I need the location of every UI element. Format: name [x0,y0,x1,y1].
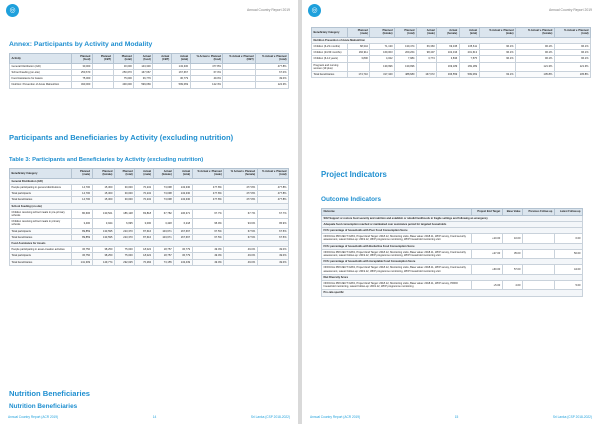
table-cell: 18,022 [135,247,153,253]
table-cell: 477.8% [224,184,257,190]
table-cell: 169,003 [370,50,395,56]
outcome-value: 57.00 [502,265,522,274]
table-cell: 67.5% [257,234,288,240]
outcome-row [322,249,583,258]
section-label: FCS: percentage of households with Borderline Food Consumption Score [322,243,583,249]
table-cell: Children (24-59 months) [312,50,348,56]
outcome-value: ≥60.00 [472,265,503,274]
table-cell: 73,155 [153,259,174,265]
table-cell: 87,616 [135,228,153,234]
right-header-text: Annual Country Report 2019 [549,8,592,12]
column-header: Planned (total) [395,28,417,38]
table-cell: 3,400 [72,219,93,228]
section-row [322,290,583,296]
section-label: Adequate food consumption reached or maintained over assistance period for targeted households [322,221,583,227]
annex-table [9,53,289,89]
table-cell: 477.8% [224,191,257,197]
table-row [312,62,591,71]
outcome-value: ≥5.00 [472,281,503,290]
column-header: Actual (male) [135,169,153,179]
table-cell: 49.0% [257,247,288,253]
right-footer-right: Sri Lanka (CSP 2018-2022) [552,415,592,419]
participants-table [9,168,289,266]
table-cell: 14,700 [72,184,93,190]
table-cell: Total beneficiaries [10,234,72,240]
table-cell: 49.0% [257,259,288,265]
table-cell: 477.8% [256,63,289,69]
table-cell: 133,595 [92,228,114,234]
table-cell: 49.0% [224,253,257,259]
table-cell: 18,757 [153,253,174,259]
table-cell: 103,671 [153,234,174,240]
table-cell [348,62,370,71]
table-cell: 477.8% [192,191,224,197]
column-header: Actual (female) [437,28,460,38]
table-cell: 105.8% [554,72,590,78]
table-cell: 67.5% [257,228,288,234]
table-cell: 93.6% [224,219,257,228]
column-header: % Actual v. Planned (female) [516,28,555,38]
outcome-indicators-heading: Outcome Indicators [321,196,382,203]
table-cell: 130,521 [92,209,114,218]
table-cell: 49.0% [190,76,223,82]
table-cell: Children receiving school meals in pre-primary schools [10,209,72,218]
table-cell: 96.1% [479,43,516,49]
column-header: Actual (female) [153,169,174,179]
table-cell: 250,670 [72,69,93,75]
table-cell: 14,700 [72,191,93,197]
table-cell: 167,667 [174,228,192,234]
table-cell: 105.8% [516,72,555,78]
table-cell: 599,069 [134,82,153,88]
table-cell: 3,836 [437,56,460,62]
outcome-value [522,281,554,290]
table-cell: 477.8% [190,63,223,69]
right-footer-left: Annual Country Report (ACR 2019) [310,415,361,419]
table-cell: 38,250 [92,253,114,259]
table-cell: 136,371 [174,209,192,218]
table-cell: 143,330 [174,184,192,190]
outcome-row [322,234,583,243]
column-header: Planned (total) [114,169,134,179]
table-cell: General Distribution (GD) [10,63,72,69]
right-footer-page: 15 [454,415,459,419]
section-label: Diet Diversity Score [322,274,583,280]
table-cell: 167,672 [416,72,436,78]
section-label: Food Assistance for Assets [10,241,289,247]
table-cell: 67.7% [224,209,257,218]
table-cell: 49.0% [192,259,224,265]
table-cell: 75,000 [114,253,134,259]
column-header: % Actual v. Planned (total) [257,169,288,179]
table-cell: 169,189 [437,62,460,71]
table-cell: 3,000 [135,219,153,228]
table-cell: 143,439 [174,259,192,265]
outcome-value [522,265,554,274]
outcome-value [522,234,554,243]
table-cell: 70,284 [135,259,153,265]
table-cell: Total participants [10,191,72,197]
table-cell: 143,330 [174,191,192,197]
table-cell: 67.7% [192,209,224,218]
table-header-row [10,54,289,64]
table-cell: 30,000 [114,197,134,203]
table-cell: 69,345 [437,43,460,49]
table-cell: 139,996 [395,62,417,71]
left-footer-left: Annual Country Report (ACR 2019) [8,415,59,419]
table-cell: 167,667 [171,69,190,75]
table-cell: 73,098 [153,191,174,197]
table-cell: 15,300 [92,197,114,203]
table-cell: 93.1% [479,72,516,78]
column-header: Project End Target [472,209,503,216]
table-cell: 89,859 [72,234,93,240]
table-cell: 96.1% [516,56,555,62]
left-footer [8,415,290,419]
table-cell [223,82,256,88]
table-row [10,219,289,228]
table-cell: Children (6-14 years) [312,56,348,62]
table-cell: 70,232 [135,184,153,190]
table-cell: 49.0% [256,76,289,82]
column-header: Planned (CBT) [92,54,113,64]
table-cell: 7,575 [459,56,479,62]
table-cell: 186,128 [114,209,134,218]
outcome-value [522,249,554,258]
table-cell: 169,189 [459,62,479,71]
table-cell: 135,611 [459,43,479,49]
column-header: % Actual v. Planned (food) [190,54,223,64]
column-header: Planned (male) [348,28,370,38]
table-cell: 67.5% [224,228,257,234]
table-cell: 3,774 [416,56,436,62]
table-cell: 7,984 [395,56,417,62]
table-cell: 143,330 [134,63,153,69]
table-cell: 96.1% [516,43,555,49]
table-cell: 143,330 [171,63,190,69]
nutrition-heading: Nutrition Beneficiaries [9,389,91,398]
table-cell [92,82,113,88]
table-cell: 68,344 [348,43,370,49]
outcome-value: 10.00 [502,234,522,243]
table-cell: Total participants [10,228,72,234]
left-footer-right: Sri Lanka (CSP 2018-2022) [250,415,290,419]
table-cell: 292,025 [114,259,134,265]
table-cell: 30,000 [114,191,134,197]
table-cell: 36,779 [171,76,190,82]
table-cell [153,82,171,88]
table-cell: 73,098 [153,184,174,190]
table-cell: Nutrition: Prevention of Acute Malnutrition [10,82,72,88]
table-header-row [322,209,583,216]
table-cell: 336,559 [437,72,460,78]
left-footer-page: 14 [152,415,157,419]
table-cell: 6,695 [114,219,134,228]
table-cell: Pregnant and nursing women (19 plus) [312,62,348,71]
table-cell: 201,613 [459,50,479,56]
table-cell: 66,360 [416,43,436,49]
table-cell: Children receiving school meals in primary schools [10,219,72,228]
column-header: % Actual v. Planned (CBT) [223,54,256,64]
table-cell: 490,000 [72,82,93,88]
column-header: Planned (female) [370,28,395,38]
table-cell: 89,859 [72,228,93,234]
right-footer [310,415,592,419]
table-cell [479,62,516,71]
column-header: Planned (total) [113,54,134,64]
table-cell: 49.0% [224,259,257,265]
table-cell: Children (6-23 months) [312,43,348,49]
table-cell: 49.0% [224,247,257,253]
outcome-value: ≤10.00 [472,234,503,243]
table-cell: 75,000 [113,76,134,82]
wfp-logo-icon: ◎ [308,4,321,17]
outcome-value: ≤27.00 [472,249,503,258]
table-cell: 36,750 [72,253,93,259]
column-header: Outcome [322,209,472,216]
table-cell: 70,232 [135,197,153,203]
table-cell: 477.8% [257,191,288,197]
table-cell: 477.8% [192,197,224,203]
table-cell: 3,944 [92,219,114,228]
table-cell: 71,130 [370,43,395,49]
table-cell: 160,911 [348,50,370,56]
column-header: Actual (male) [416,28,436,38]
table-cell: 121.3% [516,62,555,71]
table-cell: 96.1% [554,56,590,62]
table-cell: 96.1% [479,50,516,56]
outcome-value: 4.60 [502,281,522,290]
table-cell: 122.3% [256,82,289,88]
table-cell: 209,264 [395,50,417,56]
table-cell: Total beneficiaries [10,197,72,203]
outcome-description: OFFICIAL PROJECT DATA, Project End Target: 2018.12, Monitoring visits, Base value: 2018.11, WFP survey, Food security assessment, Latest Follow-up: 2019.12, WFP programme monitoring, WFP household monitoring visit [322,234,472,243]
column-header: Beneficiary Category [312,28,348,38]
section-label: SO2 Support or restore food security and nutrition and establish or rebuild livelihoods in fragile settings and following an emergency [322,215,583,221]
table-cell: 167,667 [174,234,192,240]
table-cell: 490,000 [113,82,134,88]
table-cell: 488,680 [395,72,417,78]
section-label: FCS: percentage of households with Poor Food Consumption Score [322,227,583,233]
table-cell: Total participants [10,253,72,259]
section-label: FCS: percentage of households with Acceptable Food Consumption Score [322,259,583,265]
table-cell: Total beneficiaries [312,72,348,78]
table-cell: 477.8% [224,197,257,203]
table-cell: School Feeding (on-site) [10,69,72,75]
nutrition-table [311,27,591,78]
table-cell: 102,016 [437,50,460,56]
participants-heading: Participants and Beneficiaries by Activity (excluding nutrition) [9,133,234,142]
table-cell: 143,330 [174,197,192,203]
table-cell: 73,098 [153,197,174,203]
table-cell: 18,757 [153,247,174,253]
table-row [10,209,289,218]
table-cell: 477.8% [257,197,288,203]
column-header: Actual (food) [134,54,153,64]
table-cell: 67.0% [256,69,289,75]
section-label: Pro-rata specific [322,290,583,296]
table-cell: 38,250 [92,247,114,253]
table-cell: 477.8% [257,184,288,190]
table-cell: 36,779 [134,76,153,82]
table-cell: 67.5% [224,234,257,240]
table-cell: 477.8% [192,184,224,190]
column-header: % Actual v. Planned (total) [554,28,590,38]
outcome-value: 0.00 [554,234,582,243]
table-cell: Food Assistance for Assets [10,76,72,82]
table-cell: 30,000 [72,63,93,69]
table-cell: 30,000 [113,63,134,69]
outcome-value: 5.00 [554,281,582,290]
table-cell: People participating in general distributions [10,184,72,190]
table3-title: Table 3: Participants and Beneficiaries by Activity (excluding nutrition) [9,157,204,163]
table-cell: 6,218 [174,219,192,228]
table-cell [416,62,436,71]
table-cell: 599,069 [459,72,479,78]
table-cell: 75,000 [114,247,134,253]
column-header: Planned (female) [92,169,114,179]
table-row [10,259,289,265]
table-cell: People participating in asset-creation activities [10,247,72,253]
table-header-row [312,28,591,38]
project-indicators-heading: Project Indicators [321,170,387,179]
table-cell: 75,000 [72,76,93,82]
table-cell: 149,774 [92,259,114,265]
outcome-value: 35.00 [502,249,522,258]
table-cell: 96.1% [554,43,590,49]
table-cell: 96.1% [479,56,516,62]
table-cell: 36,750 [72,247,93,253]
outcome-row [322,281,583,290]
table-cell: 30,000 [114,184,134,190]
table-cell: 18,022 [135,253,153,259]
left-page [0,0,298,424]
column-header: Base Value [502,209,522,216]
table-cell: 174,710 [348,72,370,78]
table-cell: 121.3% [554,62,590,71]
table-cell: 95.9% [257,219,288,228]
table-cell: 3,428 [153,219,174,228]
column-header: % Actual v. Planned (female) [224,169,257,179]
left-header-text: Annual Country Report 2019 [247,8,290,12]
table-cell: 14,700 [72,197,93,203]
table-cell: 223,370 [114,234,134,240]
table-cell: 36,779 [174,247,192,253]
table-cell: 3,800 [348,56,370,62]
table-cell: 96.1% [554,50,590,56]
table-row [10,82,289,88]
table-cell: 95.9% [192,219,224,228]
column-header: Actual (total) [171,54,190,64]
column-header: Planned (male) [72,169,93,179]
table-cell: 4,022 [370,56,395,62]
table-cell: 317,340 [370,72,395,78]
table-cell: 67.7% [257,209,288,218]
table-cell: 139,474 [395,43,417,49]
outcome-indicators-table [321,208,583,297]
column-header: Planned (food) [72,54,93,64]
table-cell: 67.5% [192,234,224,240]
table-cell: 67.0% [190,69,223,75]
table-cell: 49.0% [192,253,224,259]
table-cell: 83,818 [135,209,153,218]
table-cell: 70,232 [135,191,153,197]
outcome-value: 44.00 [554,265,582,274]
table-cell: 49.0% [192,247,224,253]
nutrition-subheading: Nutrition Beneficiaries [9,403,78,410]
outcome-row [322,265,583,274]
table-cell: 167,667 [134,69,153,75]
table-cell: 15,300 [92,184,114,190]
column-header: Actual (total) [459,28,479,38]
table-cell: 250,670 [113,69,134,75]
table-cell: 139,996 [370,62,395,71]
table-cell: 87,616 [135,234,153,240]
table-header-row [10,169,289,179]
table-cell: 122.3% [190,82,223,88]
table-cell: Total beneficiaries [10,259,72,265]
column-header: % Actual v. Planned (male) [479,28,516,38]
annex-title: Annex: Participants by Activity and Modality [9,41,153,48]
outcome-value: 50.00 [554,249,582,258]
table-cell: 133,595 [92,234,114,240]
table-cell: 15,300 [92,191,114,197]
section-label: School Feeding (on-site) [10,203,289,209]
column-header: % Actual v. Planned (male) [192,169,224,179]
column-header: Actual (CBT) [153,54,171,64]
outcome-description: OFFICIAL PROJECT DATA, Project End Target: 2018.12, Monitoring visits, Base value: 2018.11, WFP survey, Food security assessment, Latest Follow-up: 2019.12, WFP programme monitoring, WFP household monitoring visit [322,249,472,258]
table-cell: 103,671 [153,228,174,234]
table-cell: 98,407 [416,50,436,56]
column-header: Latest Follow-up [554,209,582,216]
table-cell: 67,782 [153,209,174,218]
table-cell: 49.0% [257,253,288,259]
table-cell: 223,370 [114,228,134,234]
table-cell: 80,606 [72,209,93,218]
table-cell: 36,779 [174,253,192,259]
section-label: General Distribution (GD) [10,178,289,184]
column-header: Beneficiary Category [10,169,72,179]
table-cell: 96.1% [516,50,555,56]
column-header: % Actual v. Planned (total) [256,54,289,64]
wfp-logo-icon: ◎ [6,4,19,17]
right-page [302,0,600,424]
table-cell: 141,309 [72,259,93,265]
column-header: Activity [10,54,72,64]
outcome-description: OFFICIAL PROJECT DATA, Project End Target: 2018.12, Monitoring visits, Base value: 2018.11, WFP survey, Food security assessment, Latest Follow-up: 2019.12, WFP programme monitoring, WFP household monitoring visit [322,265,472,274]
section-label: Nutrition Prevention of Acute Malnutrition [312,37,591,43]
table-cell: 599,069 [171,82,190,88]
table-row [312,72,591,78]
column-header: Actual (total) [174,169,192,179]
table-cell: 67.5% [192,228,224,234]
outcome-description: OFFICIAL PROJECT DATA, Project End Target: 2018.12, Monitoring visits, Base value: 2018.11, WFP survey, PRRO household monitoring, Latest Follow-up: 2019.12, WFP programme monitoring [322,281,472,290]
column-header: Previous Follow-up [522,209,554,216]
